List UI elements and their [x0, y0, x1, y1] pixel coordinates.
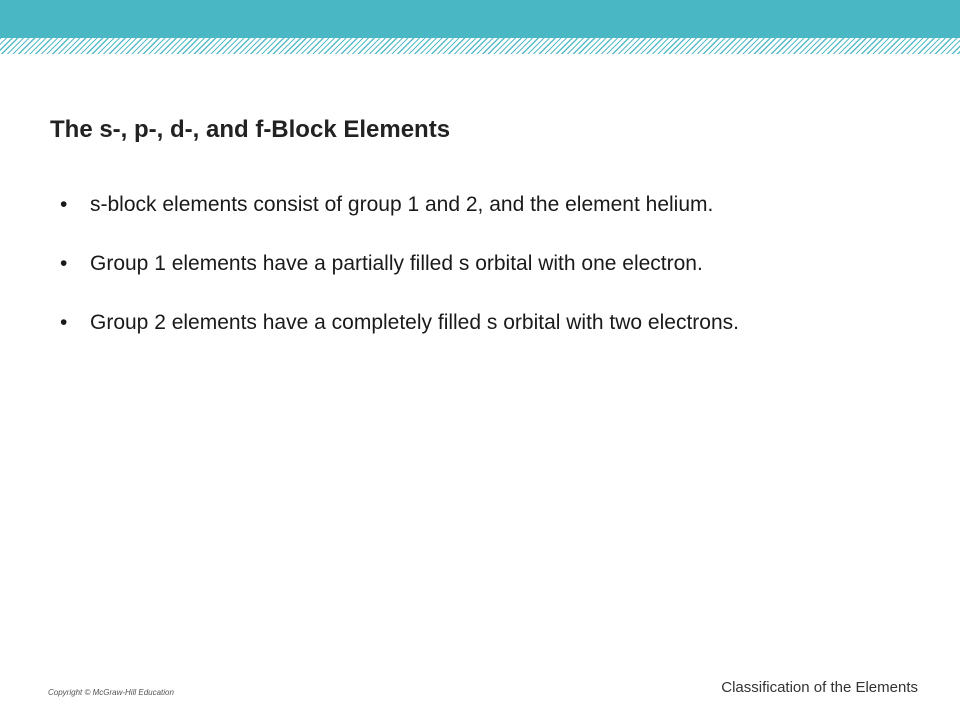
- bullet-dot-icon: •: [60, 252, 68, 275]
- header-hatch-pattern: [0, 38, 960, 54]
- bullet-list: [60, 190, 820, 367]
- bullet-dot-icon: •: [60, 193, 68, 216]
- bullet-text: s-block elements consist of group 1 and 2, and the element helium.: [90, 193, 714, 216]
- copyright-notice: Copyright © McGraw-Hill Education: [48, 688, 174, 697]
- bullet-item: [60, 308, 820, 337]
- bullet-text: Group 1 elements have a partially filled s orbital with one electron.: [90, 252, 703, 275]
- bullet-item: [60, 249, 820, 278]
- header-accent-band: [0, 0, 960, 38]
- slide-title: The s-, p-, d-, and f-Block Elements: [50, 116, 451, 143]
- bullet-text: Group 2 elements have a completely filled s orbital with two electrons.: [90, 311, 739, 334]
- bullet-item: [60, 190, 820, 219]
- footer-topic: Classification of the Elements: [721, 679, 918, 696]
- bullet-dot-icon: •: [60, 311, 68, 334]
